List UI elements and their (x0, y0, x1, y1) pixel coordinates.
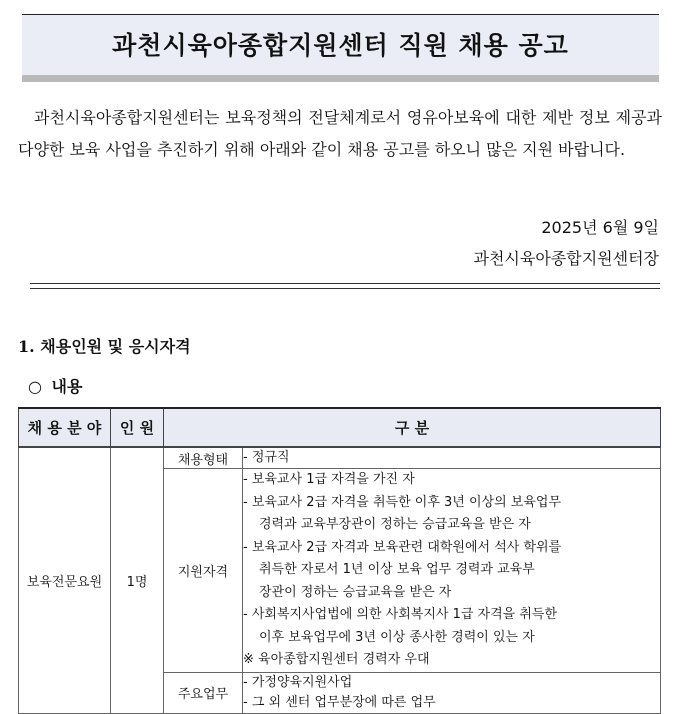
row-content-duties (243, 672, 661, 713)
list-item: 취득한 자로서 1년 이상 보육 업무 경력과 교육부 (259, 562, 535, 577)
page-title: 과천시육아종합지원센터 직원 채용 공고 (112, 31, 569, 60)
list-item: - 그 외 센터 업무분장에 따른 업무 (243, 694, 436, 710)
section-title: 채용인원 및 응시자격 (40, 337, 191, 356)
table-row (19, 447, 661, 469)
intro-paragraph: 과천시육아종합지원센터는 보육정책의 전달체계로서 영유아보육에 대한 제반 정보 제공과 다양한 보육 사업을 추진하기 위해 아래와 같이 채용 공고를 하오니 많은 지원 바랍니다. (18, 108, 662, 159)
header-count: 인 원 (111, 408, 164, 447)
list-item: - 가정양육지원사업 (243, 674, 353, 690)
cell-field: 보육전문요원 (19, 447, 111, 713)
list-item: ※ 육아종합지원센터 경력자 우대 (243, 652, 430, 667)
row-label-qualification: 지원자격 (164, 469, 243, 673)
list-item: - 보육교사 2급 자격을 취득한 이후 3년 이상의 보육업무 (243, 494, 562, 510)
list-item: - 정규직 (243, 450, 290, 465)
double-divider (30, 283, 660, 289)
list-item: 이후 보육업무에 3년 이상 종사한 경력이 있는 자 (259, 629, 535, 645)
row-label-employment: 채용형태 (164, 447, 243, 469)
section-heading (18, 334, 191, 357)
recruitment-table (18, 407, 661, 714)
subsection-heading (28, 374, 82, 397)
list-item: - 보육교사 2급 자격과 보육관련 대학원에서 석사 학위를 (243, 539, 562, 555)
circle-bullet-icon: ○ (28, 377, 42, 396)
row-content-qualification (243, 469, 661, 673)
section-number: 1. (18, 337, 35, 356)
header-field: 채 용 분 야 (19, 408, 111, 447)
table-header-row (19, 408, 661, 447)
title-banner (22, 14, 659, 82)
list-item: 장관이 정하는 승급교육을 받은 자 (259, 584, 452, 600)
cell-count: 1명 (111, 447, 164, 713)
list-item: 경력과 교육부장관이 정하는 승급교육을 받은 자 (259, 517, 531, 532)
header-detail: 구 분 (164, 408, 661, 447)
issuing-organization: 과천시육아종합지원센터장 (473, 249, 659, 268)
announcement-date: 2025년 6월 9일 (541, 218, 659, 237)
list-item: - 사회복지사업법에 의한 사회복지사 1급 자격을 취득한 (243, 607, 558, 622)
row-content-employment (243, 447, 661, 469)
row-label-duties: 주요업무 (164, 672, 243, 713)
subsection-title: 내용 (51, 377, 83, 396)
list-item: - 보육교사 1급 자격을 가진 자 (243, 472, 415, 487)
